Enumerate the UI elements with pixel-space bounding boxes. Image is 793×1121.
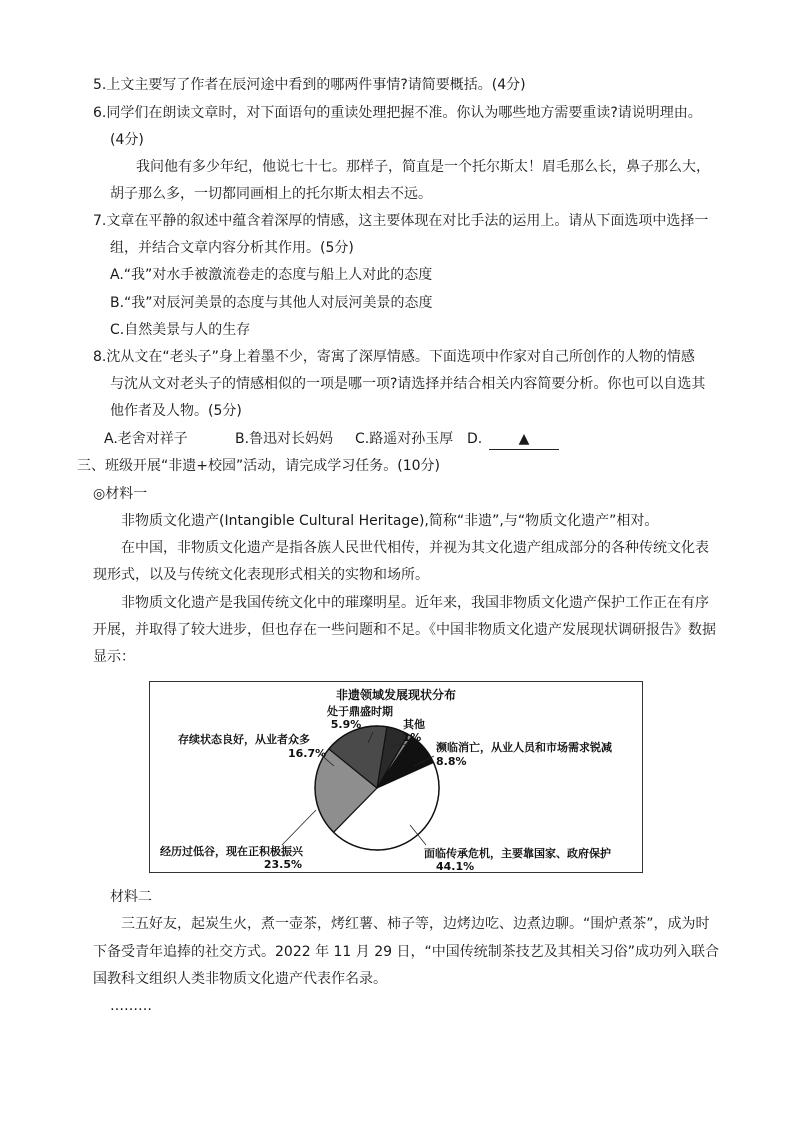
slice-label-revival: 经历过低谷，现在正积极振兴: [160, 845, 303, 858]
slice-label-crisis: 面临传承危机，主要靠国家、政府保护: [424, 847, 611, 860]
question-8-option-a: A.老舍对祥子: [104, 431, 188, 447]
ellipsis: ………: [110, 998, 152, 1014]
question-7-option-a: A.“我”对水手被激流卷走的态度与船上人对此的态度: [110, 267, 433, 283]
slice-label-endangered: 濒临消亡，从业人员和市场需求锐减: [436, 741, 612, 754]
question-6-line-2: (4分): [110, 132, 144, 148]
material-2-title: 材料二: [110, 889, 152, 905]
material-1-title: ◎材料一: [93, 486, 148, 502]
answer-blank: ▲: [489, 429, 559, 450]
material-2-paragraph-line-1: 三五好友，起炭生火，煮一壶茶，烤红薯、柿子等，边烤边吃、边煮边聊。“围炉煮茶”，成为时: [121, 916, 710, 932]
question-8-options: [104, 429, 559, 450]
question-7-option-c: C.自然美景与人的生存: [110, 322, 251, 338]
question-6-line-1: 6.同学们在朗读文章时，对下面语句的重读处理把握不准。你认为哪些地方需要重读?请说明理由。: [93, 105, 702, 121]
question-8-option-b: B.鲁迅对长妈妈: [235, 431, 334, 447]
section-3-title: 三、班级开展“非遗+校园”活动，请完成学习任务。(10分): [77, 458, 440, 474]
pie-chart: [150, 682, 642, 872]
question-8-line-3: 他作者及人物。(5分): [110, 403, 242, 419]
material-1-paragraph-3-line-2: 开展，并取得了较大进步，但也存在一些问题和不足。《中国非物质文化遗产发展现状调研报告》数据: [93, 622, 716, 638]
question-7-line-2: 组，并结合文章内容分析其作用。(5分): [110, 240, 354, 256]
slice-value-peak: 5.9%: [330, 718, 362, 731]
slice-value-revival: 23.5%: [263, 858, 302, 871]
question-7-option-b: B.“我”对辰河美景的态度与其他人对辰河美景的态度: [110, 295, 433, 311]
slice-value-crisis: 44.1%: [436, 860, 475, 872]
slice-value-good: 16.7%: [288, 747, 327, 760]
question-8-line-2: 与沈从文对老头子的情感相似的一项是哪一项?请选择并结合相关内容简要分析。你也可以自选其: [110, 376, 706, 392]
question-8-option-c: C.路遥对孙玉厚: [355, 431, 454, 447]
slice-label-peak: 处于鼎盛时期: [327, 705, 393, 718]
material-1-paragraph-1: 非物质文化遗产(Intangible Cultural Heritage),简称“非遗”,与“物质文化遗产”相对。: [121, 513, 659, 529]
slice-value-endangered: 8.8%: [436, 755, 467, 768]
material-1-paragraph-3-line-1: 非物质文化遗产是我国传统文化中的璀璨明星。近年来，我国非物质文化遗产保护工作正在有序: [121, 595, 709, 611]
question-8-line-1: 8.沈从文在“老头子”身上着墨不少，寄寓了深厚情感。下面选项中作家对自己所创作的人物的情感: [93, 349, 695, 365]
material-2-paragraph-line-2: 下备受青年追捧的社交方式。2022 年 11 月 29 日，“中国传统制茶技艺及其相关习俗”成功列入联合: [93, 944, 720, 960]
question-6-quote-line-2: 胡子那么多，一切都同画相上的托尔斯太相去不远。: [110, 186, 432, 202]
pie-chart-frame: [149, 681, 643, 873]
question-5: 5.上文主要写了作者在辰河途中看到的哪两件事情?请简要概括。(4分): [93, 77, 526, 93]
material-1-paragraph-2-line-1: 在中国，非物质文化遗产是指各族人民世代相传，并视为其文化遗产组成部分的各种传统文化表: [121, 540, 709, 556]
slice-value-other: 1%: [402, 731, 422, 744]
chart-title: 非遗领域发展现状分布: [335, 688, 457, 702]
material-2-paragraph-line-3: 国教科文组织人类非物质文化遗产代表作名录。: [93, 971, 387, 987]
question-7-line-1: 7.文章在平静的叙述中蕴含着深厚的情感，这主要体现在对比手法的运用上。请从下面选项中选择一: [93, 213, 709, 229]
material-1-paragraph-2-line-2: 现形式，以及与传统文化表现形式相关的实物和场所。: [93, 567, 429, 583]
question-8-option-d: D.: [467, 431, 483, 447]
slice-label-good: 存续状态良好，从业者众多: [178, 733, 310, 746]
leader-revival: [282, 810, 316, 845]
slice-label-other: 其他: [403, 718, 425, 731]
material-1-paragraph-3-line-3: 显示：: [93, 649, 135, 665]
question-6-quote-line-1: 我问他有多少年纪，他说七十七。那样子，简直是一个托尔斯太！眉毛那么长，鼻子那么大，: [136, 159, 710, 175]
